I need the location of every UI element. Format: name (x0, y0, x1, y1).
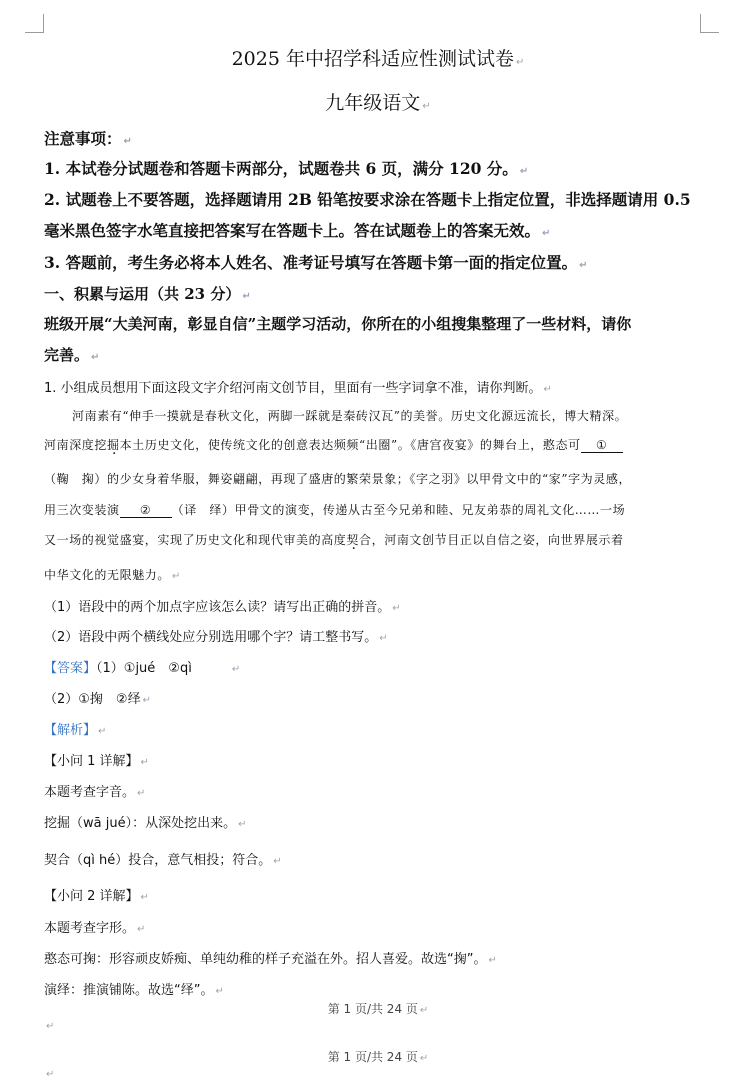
detail-1-line-3: 契合（qì hé）投合，意气相投；符合。 ↵ (44, 853, 282, 868)
sub-question-2: （2）语段中两个横线处应分别选用哪个字？请工整书写。 ↵ (44, 630, 388, 645)
passage-line-1: 河南素有“伸手一摸就是春秋文化，两脚一踩就是秦砖汉瓦”的美誉。历史文化源远流长，博大精深。 (72, 409, 628, 423)
section-intro-line-2: 完善。 ↵ (44, 346, 100, 364)
answer-label: 【答案】 (44, 661, 97, 676)
paragraph-mark-bottom: ↵ (46, 1069, 55, 1080)
question-1-stem: 1. 小组成员想用下面这段文字介绍河南文创节目，里面有一些字词拿不准，请你判断。 ↵ (44, 381, 552, 396)
answer-line-2: （2）①掬 ②绎 ↵ (44, 692, 151, 707)
detail-2-line-3: 演绎：推演铺陈。故选“绎”。 ↵ (44, 983, 224, 998)
dotted-char-2: 契 (346, 533, 360, 547)
answer-line-1: 【答案】（1）①jué ②qì ↵ (44, 661, 241, 676)
note-item-2-cont: 毫米黑色签字水笔直接把答案写在答题卡上。答在试题卷上的答案无效。 ↵ (44, 221, 551, 240)
detail-2-heading: 【小问 2 详解】 ↵ (44, 889, 149, 904)
corner-mark-top-right (700, 14, 719, 33)
paragraph-mark: ↵ (46, 1021, 55, 1032)
detail-2-line-1: 本题考查字形。 ↵ (44, 921, 146, 936)
passage-line-6: 中华文化的无限魅力。 ↵ (44, 568, 181, 582)
detail-1-heading: 【小问 1 详解】 ↵ (44, 754, 149, 769)
exam-title: 2025 年中招学科适应性测试试卷 ↵ (231, 48, 525, 70)
page-footer: 第 1 页/共 24 页 ↵ (327, 1002, 429, 1016)
dotted-char-1: 掘 (107, 438, 120, 452)
blank-1: ① (581, 438, 623, 453)
passage-line-5: 又一场的视觉盛宴，实现了历史文化和现代审美的高度契合，河南文创节目正以自信之姿，向世界展示着 (44, 533, 624, 547)
sub-question-1: （1）语段中的两个加点字应该怎么读？请写出正确的拼音。 ↵ (44, 600, 401, 615)
detail-2-line-2: 憨态可掬：形容顽皮娇痴、单纯幼稚的样子充溢在外。招人喜爱。故选“掬”。 ↵ (44, 952, 497, 967)
detail-1-line-2: 挖掘（wā jué）：从深处挖出来。 ↵ (44, 816, 247, 831)
passage-line-2: 河南深度挖掘本土历史文化，使传统文化的创意表达频频“出圈”。《唐宫夜宴》的舞台上，憨态可 ① (44, 436, 716, 453)
note-item-3: 3. 答题前，考生务必将本人姓名、准考证号填写在答题卡第一面的指定位置。 ↵ (44, 253, 588, 272)
blank-2: ② (120, 503, 172, 518)
exam-subtitle: 九年级语文 ↵ (325, 92, 431, 114)
notes-heading: 注意事项： ↵ (44, 129, 132, 148)
passage-line-4: 用三次变装演 ② （译 绎）甲骨文的演变，传递从古至今兄弟和睦、兄友弟恭的周礼文化……一场 (44, 503, 626, 517)
analysis-label: 【解析】 ↵ (44, 723, 107, 738)
note-item-1: 1. 本试卷分试题卷和答题卡两部分，试题卷共 6 页，满分 120 分。 ↵ (44, 159, 529, 178)
section-heading: 一、积累与运用（共 23 分） ↵ (44, 285, 251, 303)
section-intro-line-1: 班级开展“大美河南，彰显自信”主题学习活动，你所在的小组搜集整理了一些材料，请你 (44, 315, 632, 333)
corner-mark-top-left (25, 14, 44, 33)
detail-1-line-1: 本题考查字音。 ↵ (44, 785, 146, 800)
page-footer-repeat: 第 1 页/共 24 页 ↵ (327, 1050, 429, 1064)
passage-line-3: （鞠 掬）的少女身着华服，舞姿翩翩，再现了盛唐的繁荣景象；《字之羽》以甲骨文中的“家”字为灵感， (44, 472, 632, 486)
note-item-2: 2. 试题卷上不要答题，选择题请用 2B 铅笔按要求涂在答题卡上指定位置，非选择题请用 0.5 (44, 190, 691, 209)
